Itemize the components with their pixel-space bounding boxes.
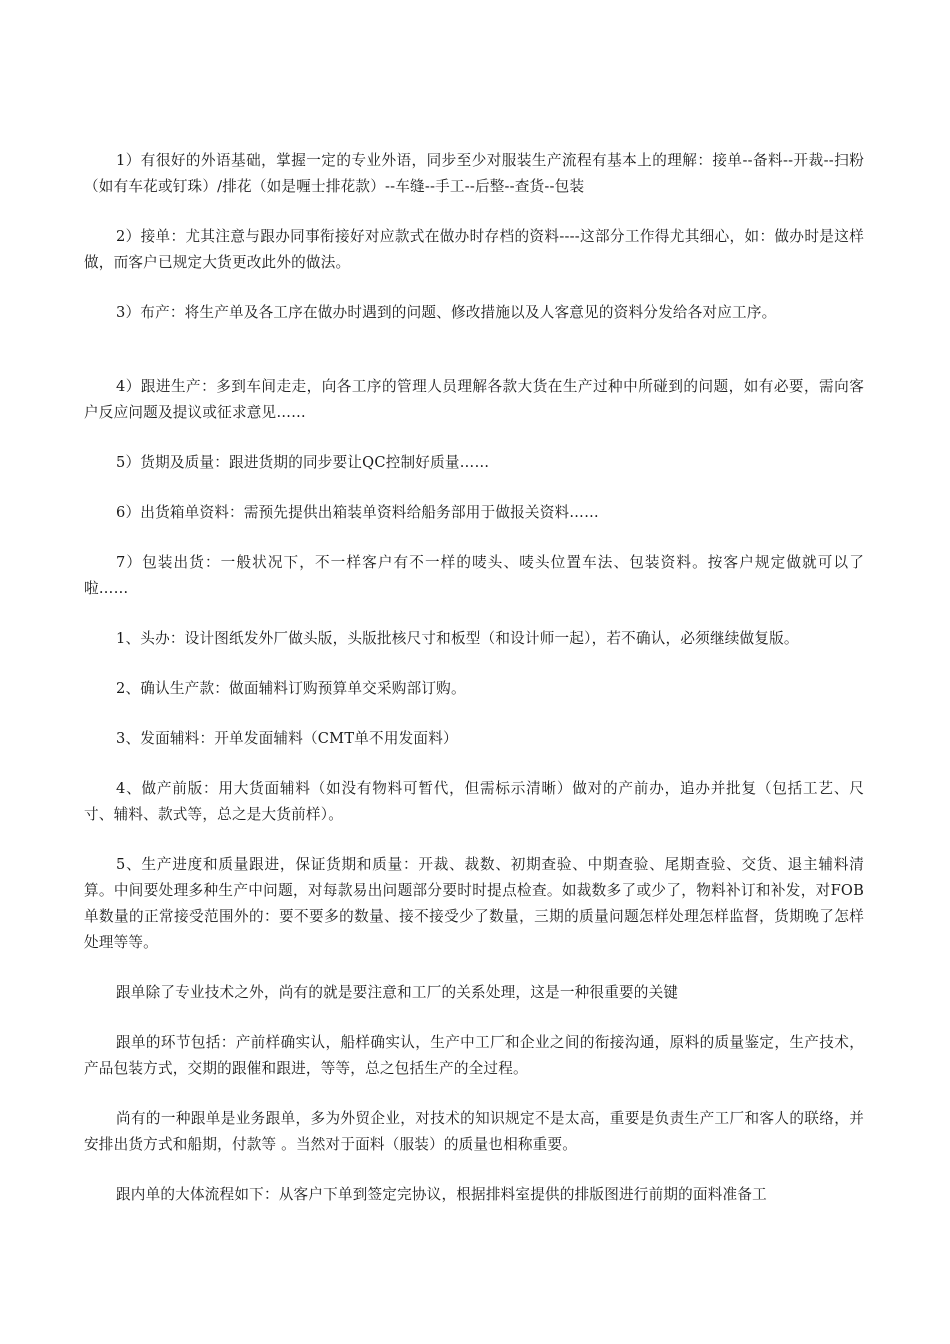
paragraph-first-sample: 1、头办：设计图纸发外厂做头版，头版批核尺寸和板型（和设计师一起），若不确认，必须继续做复版。 (116, 630, 799, 647)
paragraph-production-distribution: 3）布产：将生产单及各工序在做办时遇到的问题、修改措施以及人客意见的资料分发给各对应工序。 (116, 304, 777, 321)
paragraph-packing-shipment: 7）包装出货：一般状况下，不一样客户有不一样的唛头、唛头位置车法、包装资料。按客户规定做就可以了啦…… (84, 554, 864, 597)
paragraph-domestic-order-flow: 跟内单的大体流程如下：从客户下单到签定完协议，根据排料室提供的排版图进行前期的面料准备工 (116, 1186, 767, 1203)
paragraph-confirm-production: 2、确认生产款：做面辅料订购预算单交采购部订购。 (116, 680, 466, 697)
paragraph-order-receiving: 2）接单：尤其注意与跟办同事衔接好对应款式在做办时存档的资料----这部分工作得尤其细心，如：做办时是这样做，而客户已规定大货更改此外的做法。 (84, 228, 864, 271)
paragraph-requirements: 1）有很好的外语基础，掌握一定的专业外语，同步至少对服装生产流程有基本上的理解：接单--备料--开裁--扫粉（如有车花或钉珠）/排花（如是喱士排花款）--车缝--手工--后整--查货--包装 (84, 152, 864, 195)
document-body (84, 148, 864, 1232)
paragraph-factory-relations: 跟单除了专业技术之外，尚有的就是要注意和工厂的关系处理，这是一种很重要的关键 (116, 984, 679, 1001)
paragraph-delivery-quality: 5）货期及质量：跟进货期的同步要让QC控制好质量…… (116, 454, 490, 471)
paragraph-pre-production-sample: 4、做产前版：用大货面辅料（如没有物料可暂代，但需标示清晰）做对的产前办，追办并批复（包括工艺、尺寸、辅料、款式等，总之是大货前样）。 (84, 780, 864, 823)
paragraph-issue-materials: 3、发面辅料：开单发面辅料（CMT单不用发面料） (116, 730, 458, 747)
paragraph-production-follow-up: 4）跟进生产：多到车间走走，向各工序的管理人员理解各款大货在生产过种中所碰到的问题，如有必要，需向客户反应问题及提议或征求意见…… (84, 378, 864, 421)
paragraph-progress-quality: 5、生产进度和质量跟进，保证货期和质量：开裁、裁数、初期查验、中期查验、尾期查验、交货、退主辅料清算。中间要处理多种生产中问题，对每款易出问题部分要时时提点检查。如裁数多了或少了，物料补订和补发，对FOB单数量的正常接受范围外的：要不要多的数量、接不接受少了数量，三期的质量问题怎样处理怎样监督，货期晚了怎样处理等等。 (84, 856, 864, 951)
paragraph-business-follow-up: 尚有的一种跟单是业务跟单，多为外贸企业，对技术的知识规定不是太高，重要是负责生产工厂和客人的联络，并安排出货方式和船期，付款等 。当然对于面料（服装）的质量也相称重要。 (84, 1110, 864, 1153)
paragraph-follow-up-stages: 跟单的环节包括：产前样确实认，船样确实认，生产中工厂和企业之间的衔接沟通，原料的质量鉴定，生产技术，产品包装方式，交期的跟催和跟进，等等，总之包括生产的全过程。 (84, 1034, 864, 1077)
paragraph-shipping-documents: 6）出货箱单资料：需预先提供出箱装单资料给船务部用于做报关资料…… (116, 504, 599, 521)
